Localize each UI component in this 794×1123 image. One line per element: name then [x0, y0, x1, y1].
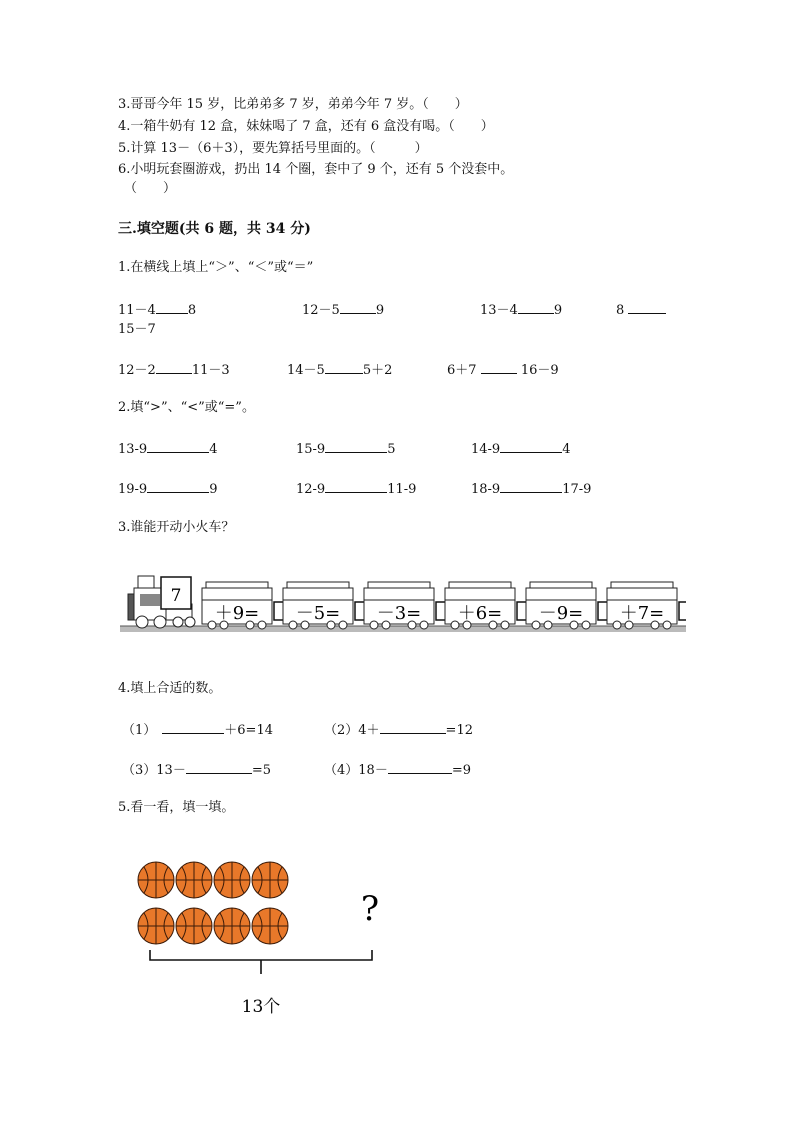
p4-item: （1） ＋6=14: [122, 723, 273, 738]
total-label: 13个: [241, 997, 281, 1017]
p1-item: 13－4 9: [480, 303, 563, 318]
total-brace: [150, 950, 372, 974]
basketball: [176, 908, 212, 944]
answer-blank[interactable]: [518, 301, 554, 314]
answer-blank[interactable]: [500, 440, 562, 453]
p2-item: 18-9 17-9: [471, 482, 592, 497]
train-car: [445, 582, 535, 629]
p2-item: 12-9 11-9: [296, 482, 417, 497]
p4-item: （3）13－ =5: [122, 763, 271, 778]
answer-blank[interactable]: [147, 480, 209, 493]
p1-item: 12－2 11－3: [118, 363, 230, 378]
train-car: [364, 582, 454, 629]
basketball: [214, 862, 250, 898]
answer-blank[interactable]: [388, 761, 452, 774]
train-car: [526, 582, 616, 629]
car-label: －5=: [295, 603, 341, 624]
p4-item: （4）18－ =9: [324, 763, 471, 778]
basketball: [138, 908, 174, 944]
basketball: [138, 862, 174, 898]
train-car: [202, 582, 292, 629]
car-label: －9=: [538, 603, 584, 624]
p1-wrap: 15－7: [118, 322, 156, 337]
p2-item: 15-9 5: [296, 442, 396, 457]
basketball: [252, 862, 288, 898]
answer-blank[interactable]: [325, 440, 387, 453]
answer-blank[interactable]: [628, 301, 666, 314]
answer-blank[interactable]: [340, 301, 376, 314]
car-label: ＋6=: [457, 603, 503, 624]
p2-item: 13-9 4: [118, 442, 218, 457]
p2-item: 19-9 9: [118, 482, 218, 497]
p2-title: 2.填“>”、“<”或“=”。: [118, 400, 255, 415]
answer-blank[interactable]: [380, 721, 446, 734]
p1-title: 1.在横线上填上“＞”、“＜”或“＝”: [118, 260, 314, 275]
basketball: [176, 862, 212, 898]
judge-q6-bracket: （ ）: [124, 181, 177, 196]
answer-blank[interactable]: [162, 721, 224, 734]
p1-item: 12－5 9: [302, 303, 385, 318]
basketball: [252, 908, 288, 944]
judge-q5: 5.计算 13－（6＋3），要先算括号里面的。（ ）: [118, 141, 428, 156]
answer-blank[interactable]: [481, 361, 517, 374]
answer-blank[interactable]: [147, 440, 209, 453]
judge-q4: 4.一箱牛奶有 12 盒，妹妹喝了 7 盒，还有 6 盒没有喝。（ ）: [118, 119, 494, 134]
train-engine: [128, 576, 195, 628]
answer-blank[interactable]: [325, 480, 387, 493]
p4-title: 4.填上合适的数。: [118, 681, 222, 696]
car-label: ＋9=: [214, 603, 260, 624]
train-illustration: [120, 568, 686, 638]
p1-item: 6＋7 16－9: [447, 363, 559, 378]
answer-blank[interactable]: [186, 761, 252, 774]
p1-item: 11－4 8: [118, 303, 197, 318]
basketball-illustration: [130, 850, 390, 1030]
train-car: [283, 582, 373, 629]
judge-q6: 6.小明玩套圈游戏，扔出 14 个圈，套中了 9 个，还有 5 个没套中。: [118, 162, 514, 177]
answer-blank[interactable]: [156, 361, 192, 374]
p2-item: 14-9 4: [471, 442, 571, 457]
p3-title: 3.谁能开动小火车？: [118, 520, 235, 535]
car-label: －3=: [376, 603, 422, 624]
car-label: ＋7=: [619, 603, 665, 624]
train-car: [607, 582, 686, 629]
p4-item: （2）4＋ =12: [324, 723, 473, 738]
engine-number: 7: [170, 586, 182, 606]
p1-item: 8: [616, 301, 666, 319]
p1-item: 14－5 5＋2: [287, 363, 393, 378]
question-mark: ?: [360, 889, 380, 929]
answer-blank[interactable]: [156, 301, 188, 314]
basketball: [214, 908, 250, 944]
p5-title: 5.看一看，填一填。: [118, 800, 235, 815]
answer-blank[interactable]: [500, 480, 562, 493]
section-title: 三.填空题(共 6 题，共 34 分): [118, 221, 311, 237]
car-answer-box[interactable]: [679, 602, 686, 620]
judge-q3: 3.哥哥今年 15 岁，比弟弟多 7 岁，弟弟今年 7 岁。（ ）: [118, 97, 468, 112]
answer-blank[interactable]: [325, 361, 363, 374]
